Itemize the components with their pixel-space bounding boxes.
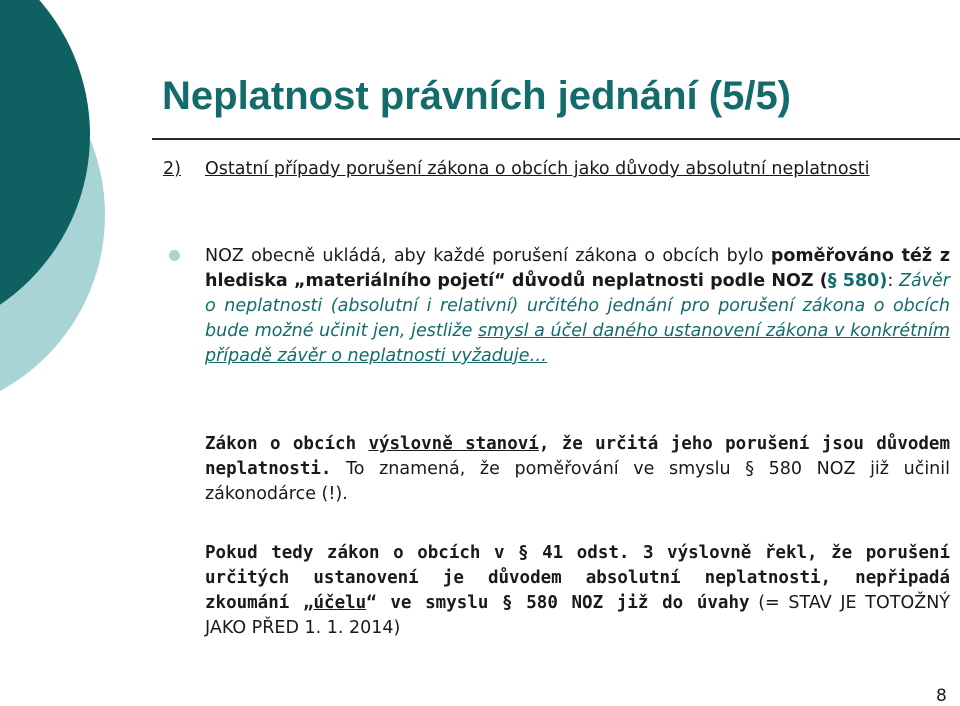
page-number: 8 xyxy=(936,686,947,706)
section-reference-580: § 580) xyxy=(827,271,888,291)
bullet-text-4: : xyxy=(887,271,899,291)
paragraph-conclusion xyxy=(205,541,950,641)
para3-text-2: účelu xyxy=(313,593,367,613)
title-divider xyxy=(152,138,960,140)
para3-text-3: “ ve smyslu § 580 NOZ již do úvahy xyxy=(366,593,750,613)
slide-title: Neplatnost právních jednání (5/5) xyxy=(162,74,792,118)
bullet-text-5: Závěr o neplatnosti (absolutní i relativní) určitého jednání pro porušení zákona o obcích bude možné učinit jen, jestliže xyxy=(205,271,950,341)
bullet-paragraph xyxy=(205,244,950,369)
point-number: 2) xyxy=(163,159,181,179)
bullet-text-1: NOZ obecně ukládá, aby každé porušení zákona o obcích bylo xyxy=(205,246,771,266)
bullet-text-6: smysl a účel daného ustanovení zákona v konkrétním případě závěr o neplatnosti vyžaduje… xyxy=(205,321,950,366)
paragraph-explicit-statement xyxy=(205,432,950,507)
para3-text-1: Pokud tedy zákon o obcích v § 41 odst. 3 výslovně řekl, že porušení určitých ustanovení je důvodem absolutní neplatnosti, nepřipadá zkoumání „ xyxy=(205,543,950,613)
para2-text-4: To znamená, že poměřování ve smyslu § 580 NOZ již učinil zákonodárce (!). xyxy=(205,459,950,504)
bullet-text-2: poměřováno též z hlediska „materiálního pojetí“ důvodů neplatnosti podle NOZ ( xyxy=(205,246,951,291)
decorative-circles xyxy=(0,0,150,440)
bullet-dot-icon xyxy=(169,250,180,261)
para2-text-3: , že určitá jeho porušení jsou důvodem neplatnosti. xyxy=(205,434,950,479)
para2-text-1: Zákon o obcích xyxy=(205,434,369,454)
para2-text-2: výslovně stanoví xyxy=(368,434,539,454)
para3-text-4: (= STAV JE TOTOŽNÝ JAKO PŘED 1. 1. 2014) xyxy=(205,593,950,638)
point-heading: Ostatní případy porušení zákona o obcích jako důvody absolutní neplatnosti xyxy=(205,159,870,179)
